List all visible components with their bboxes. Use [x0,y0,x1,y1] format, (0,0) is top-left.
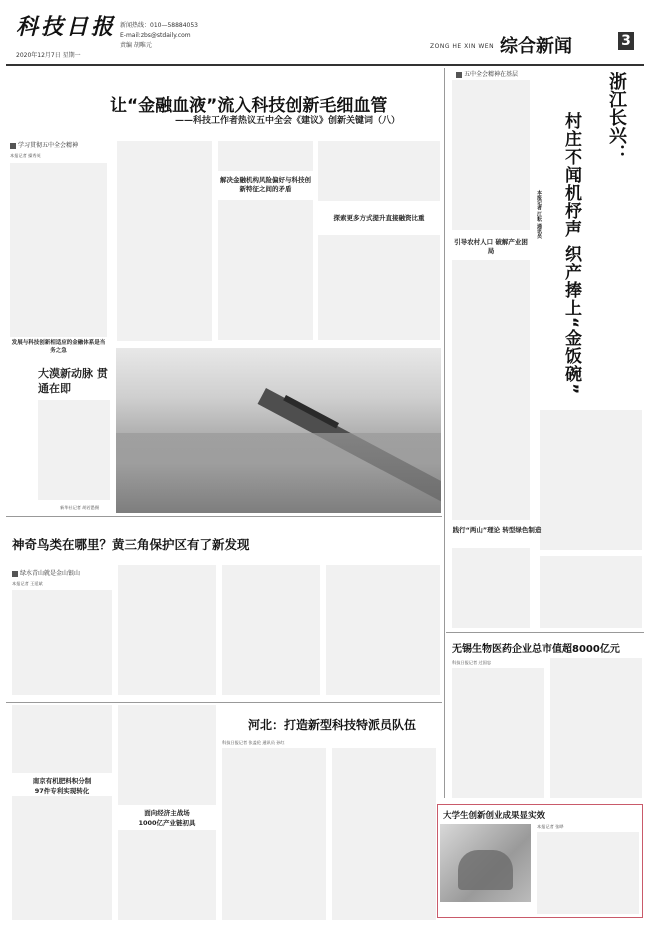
lead-subhead-2: 解决金融机构风险偏好与科技创新特征之间的矛盾 [220,176,311,193]
lead-headline: 让“金融血液”流入科技创新毛细血管 [110,96,388,116]
lead-subhead-1: 发展与科技创新相适应的金融体系是当务之急 [11,340,106,354]
page-number: 3 [618,32,634,50]
email: E-mail:zbs@stdaily.com [120,32,191,39]
hebei-byline: 科技日报记者 张盖伦 通讯员 孙红 [222,740,285,745]
right-feature-tag [456,70,518,80]
bottom-left-subhead-1: 南京有机肥料积分制 [32,777,92,785]
water [116,433,441,513]
hebei-column-1 [222,748,326,920]
lead-column-tag-text: 学习贯彻五中全会精神 [18,142,79,149]
second-tag [12,569,80,579]
bottom-mid-text-2 [118,830,216,920]
lead-column-1 [10,163,107,337]
lead-column-3-top [218,141,313,171]
second-column-4 [326,565,440,695]
section-rule [6,516,442,517]
right-feature-column-5 [540,556,642,628]
bottom-left-text-2 [12,796,112,920]
lead-subhead-3: 探索更多方式提升直接融资比重 [333,214,425,222]
boxed-column [537,832,639,914]
column-divider [444,68,445,798]
lead-column-3 [218,200,313,340]
tag-square-icon [10,143,16,149]
newspaper-logo: 科技日报 [16,14,117,40]
editor: 责编 胡唯元 [120,42,152,49]
students-photo [440,824,531,902]
lead-column-4-top [318,141,440,201]
hotline: 新闻热线：010—58884053 [120,22,198,29]
lead-column-tag [10,141,78,151]
tag-square-icon [12,571,18,577]
right-feature-subhead-1: 引导农村人口 破解产业困局 [454,238,528,255]
right-feature-subhead-2: 践行“两山”理论 转型绿色制造 [452,526,542,534]
lead-column-2 [117,141,212,341]
second-byline: 本报记者 王延斌 [12,581,43,586]
lead-column-4 [318,235,440,340]
photo-credit: 新华社记者 胡若愚摄 [60,505,100,510]
bottom-mid-subhead-1: 面向经济主战场 [144,809,190,817]
railway-photo [116,348,441,513]
wuxi-byline: 科技日报记者 过国忠 [452,660,492,665]
boxed-byline: 本报记者 张晔 [537,824,564,829]
right-feature-column-4 [452,548,530,628]
second-column-3 [222,565,320,695]
right-feature-column-3 [540,410,642,550]
masthead [0,0,650,64]
wuxi-column-2 [550,658,642,798]
right-feature-tag-text: 五中全会精神在基层 [464,71,519,78]
right-feature-column-1 [452,80,530,230]
second-tag-text: 绿水青山就是金山银山 [20,570,81,577]
bottom-left-text-1 [12,705,112,773]
lead-subtitle: ——科技工作者热议五中全会《建议》创新关键词（八） [175,116,401,126]
right-feature-byline: 本报记者 江耘 通讯员 [536,190,542,239]
section-rule [446,632,644,633]
students-figure [458,850,513,890]
hebei-column-2 [332,748,436,920]
wuxi-column-1 [452,668,544,798]
right-feature-column-2 [452,260,530,520]
bottom-mid-text-1 [118,705,216,805]
second-column-2 [118,565,216,695]
photo-caption-title: 大漠新动脉 贯通在即 [38,367,108,395]
hebei-headline: 河北：打造新型科技特派员队伍 [248,718,417,732]
issue-date-text: 2020年12月7日 [16,52,61,59]
tag-square-icon [456,72,462,78]
contact-info [120,21,198,51]
bottom-mid-subhead-2: 1000亿产业链初具 [138,819,196,827]
lead-byline: 本报记者 操秀英 [10,153,41,158]
section-title: 综合新闻 [500,36,572,57]
second-column-1 [12,590,112,695]
right-feature-kicker: 浙江长兴： [606,72,627,162]
right-feature-headline: 村庄不闻机杼声 织产捧上“金饭碗” [561,112,581,396]
issue-weekday: 星期一 [62,52,81,59]
section-pinyin: ZONG HE XIN WEN [430,43,495,50]
bottom-left-subhead-2: 97件专利实现转化 [34,787,90,795]
masthead-rule [6,64,644,66]
section-rule [6,702,442,703]
wuxi-headline: 无锡生物医药企业总市值超8000亿元 [452,644,620,655]
boxed-headline: 大学生创新创业成果显实效 [443,811,546,821]
issue-date [16,50,81,59]
second-headline: 神奇鸟类在哪里？黄三角保护区有了新发现 [12,537,250,552]
photo-caption-text [38,400,110,500]
